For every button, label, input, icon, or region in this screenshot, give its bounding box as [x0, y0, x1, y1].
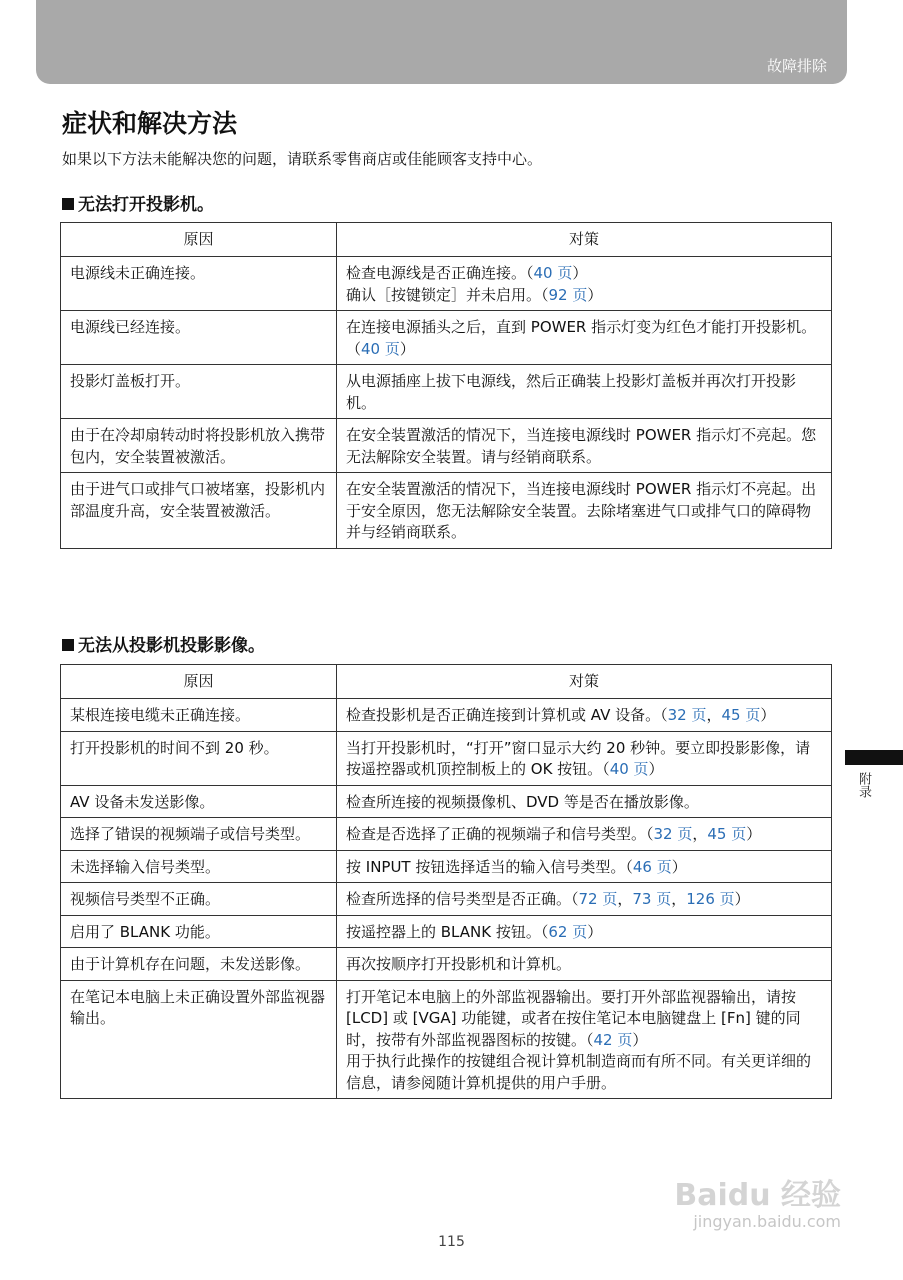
- cause-cell: 在笔记本电脑上未正确设置外部监视器输出。: [61, 980, 337, 1099]
- cause-cell: 未选择输入信号类型。: [61, 850, 337, 883]
- remedy-line: [346, 738, 823, 781]
- table-row: [61, 915, 832, 948]
- remedy-line: [346, 889, 823, 911]
- table-header-row: [61, 223, 832, 257]
- cause-cell: 投影灯盖板打开。: [61, 365, 337, 419]
- remedy-line: [346, 1051, 823, 1094]
- remedy-text: 在安全装置激活的情况下，当连接电源线时 POWER 指示灯不亮起。您无法解除安全装置。请与经销商联系。: [346, 426, 817, 466]
- page-reference-link[interactable]: 45 页: [707, 825, 747, 843]
- square-bullet-icon: [62, 639, 74, 651]
- remedy-text: 确认［按键锁定］并未启用。（: [346, 285, 549, 304]
- remedy-cell: [337, 948, 832, 981]
- remedy-text: ）: [587, 922, 603, 941]
- remedy-text: ）: [671, 857, 687, 876]
- remedy-line: [346, 263, 823, 285]
- remedy-cell: [337, 419, 832, 473]
- page-reference-link[interactable]: 73 页: [632, 890, 672, 908]
- table-row: [61, 365, 832, 419]
- remedy-text: 从电源插座上拔下电源线，然后正确装上投影灯盖板并再次打开投影机。: [346, 372, 797, 412]
- table-row: [61, 948, 832, 981]
- table-header-row: [61, 665, 832, 699]
- column-header-cause: 原因: [61, 665, 337, 699]
- cause-cell: 由于在冷却扇转动时将投影机放入携带包内，安全装置被激活。: [61, 419, 337, 473]
- remedy-line: [346, 705, 823, 727]
- page-reference-link[interactable]: 46 页: [632, 857, 672, 876]
- cause-cell: 启用了 BLANK 功能。: [61, 915, 337, 948]
- table-row: [61, 311, 832, 365]
- power-trouble-table: [60, 222, 832, 549]
- remedy-cell: [337, 850, 832, 883]
- remedy-text: ）: [734, 890, 750, 908]
- cause-cell: 视频信号类型不正确。: [61, 883, 337, 916]
- table-row: [61, 699, 832, 732]
- remedy-text: 检查所连接的视频摄像机、DVD 等是否在播放影像。: [346, 792, 699, 811]
- section-heading-text: 无法从投影机投影影像。: [78, 636, 265, 656]
- remedy-text: 按遥控器上的 BLANK 按钮。（: [346, 922, 549, 941]
- page-reference-link[interactable]: 32 页: [667, 706, 707, 724]
- column-header-remedy: 对策: [337, 223, 832, 257]
- table-row: [61, 980, 832, 1099]
- remedy-text: ）: [760, 706, 776, 724]
- table-row: [61, 883, 832, 916]
- remedy-line: [346, 792, 823, 814]
- page-reference-link[interactable]: 45 页: [721, 706, 761, 724]
- table-row: [61, 257, 832, 311]
- projection-trouble-table: [60, 664, 832, 1099]
- remedy-cell: [337, 818, 832, 851]
- table-row: [61, 818, 832, 851]
- cause-cell: 选择了错误的视频端子或信号类型。: [61, 818, 337, 851]
- cause-cell: 打开投影机的时间不到 20 秒。: [61, 731, 337, 785]
- remedy-text: ，: [706, 706, 722, 724]
- remedy-cell: [337, 883, 832, 916]
- page-reference-link[interactable]: 72 页: [578, 890, 618, 908]
- cause-cell: 由于进气口或排气口被堵塞，投影机内部温度升高，安全装置被激活。: [61, 473, 337, 549]
- page-reference-link[interactable]: 40 页: [609, 760, 649, 778]
- square-bullet-icon: [62, 198, 74, 210]
- remedy-line: [346, 954, 823, 976]
- watermark-brand: Baidu 经验: [674, 1178, 841, 1213]
- remedy-line: [346, 479, 823, 544]
- remedy-text: ）: [648, 760, 664, 778]
- cause-cell: 电源线未正确连接。: [61, 257, 337, 311]
- page-reference-link[interactable]: 32 页: [653, 825, 693, 843]
- remedy-text: ）: [746, 825, 762, 843]
- remedy-text: ，: [671, 890, 687, 908]
- cause-cell: AV 设备未发送影像。: [61, 785, 337, 818]
- remedy-cell: [337, 257, 832, 311]
- remedy-line: [346, 857, 823, 879]
- section-heading-projection: [62, 631, 265, 656]
- remedy-cell: [337, 915, 832, 948]
- page-reference-link[interactable]: 42 页: [593, 1030, 633, 1049]
- remedy-text: 在连接电源插头之后，直到 POWER 指示灯变为红色才能打开投影机。（: [346, 318, 817, 358]
- section-heading-power: [62, 190, 214, 215]
- remedy-text: ）: [572, 264, 588, 282]
- page-reference-link[interactable]: 92 页: [548, 285, 588, 304]
- remedy-text: 当打开投影机时，“打开”窗口显示大约 20 秒钟。要立即投影影像，请按遥控器或机顶控制板上的 OK 按钮。（: [346, 738, 811, 778]
- remedy-text: 用于执行此操作的按键组合视计算机制造商而有所不同。有关更详细的信息，请参阅随计算机提供的用户手册。: [346, 1052, 812, 1092]
- remedy-cell: [337, 699, 832, 732]
- table-row: [61, 785, 832, 818]
- header-bar: [36, 0, 847, 84]
- remedy-cell: [337, 365, 832, 419]
- remedy-cell: [337, 311, 832, 365]
- remedy-line: [346, 285, 823, 307]
- remedy-text: 检查投影机是否正确连接到计算机或 AV 设备。（: [346, 706, 668, 724]
- remedy-text: 按 INPUT 按钮选择适当的输入信号类型。（: [346, 857, 633, 876]
- cause-cell: 由于计算机存在问题，未发送影像。: [61, 948, 337, 981]
- page-reference-link[interactable]: 62 页: [548, 922, 588, 941]
- remedy-text: ）: [587, 285, 603, 304]
- remedy-cell: [337, 731, 832, 785]
- remedy-line: [346, 922, 823, 944]
- remedy-line: [346, 425, 823, 468]
- table-row: [61, 473, 832, 549]
- remedy-text: 检查所选择的信号类型是否正确。（: [346, 890, 579, 908]
- remedy-text: 打开笔记本电脑上的外部监视器输出。要打开外部监视器输出，请按 [LCD] 或 [VGA] 功能键，或者在按住笔记本电脑键盘上 [Fn] 键的同时，按带有外部监视器图标的按键。（: [346, 987, 801, 1049]
- table-row: [61, 731, 832, 785]
- remedy-line: [346, 987, 823, 1052]
- cause-cell: 某根连接电缆未正确连接。: [61, 699, 337, 732]
- remedy-text: ）: [399, 339, 415, 358]
- page-title: 症状和解决方法: [62, 109, 238, 138]
- remedy-text: 在安全装置激活的情况下，当连接电源线时 POWER 指示灯不亮起。出于安全原因，您无法解除安全装置。去除堵塞进气口或排气口的障碍物并与经销商联系。: [346, 480, 817, 541]
- remedy-text: ，: [692, 825, 708, 843]
- remedy-cell: [337, 980, 832, 1099]
- remedy-cell: [337, 473, 832, 549]
- page-reference-link[interactable]: 40 页: [533, 264, 573, 282]
- remedy-text: 再次按顺序打开投影机和计算机。: [346, 955, 572, 973]
- remedy-line: [346, 824, 823, 846]
- remedy-text: ，: [617, 890, 633, 908]
- appendix-tab-label: 附录: [856, 772, 871, 798]
- remedy-text: ）: [632, 1030, 648, 1049]
- cause-cell: 电源线已经连接。: [61, 311, 337, 365]
- remedy-cell: [337, 785, 832, 818]
- intro-text: 如果以下方法未能解决您的问题，请联系零售商店或佳能顾客支持中心。: [62, 150, 543, 168]
- table-row: [61, 419, 832, 473]
- column-header-cause: 原因: [61, 223, 337, 257]
- remedy-line: [346, 371, 823, 414]
- remedy-text: 检查电源线是否正确连接。（: [346, 264, 534, 282]
- page-reference-link[interactable]: 126 页: [686, 890, 735, 908]
- table-row: [61, 850, 832, 883]
- remedy-line: [346, 317, 823, 360]
- page-reference-link[interactable]: 40 页: [361, 339, 400, 358]
- watermark-url: jingyan.baidu.com: [693, 1212, 841, 1231]
- section-label: 故障排除: [766, 57, 827, 75]
- section-heading-text: 无法打开投影机。: [78, 195, 214, 215]
- appendix-tab-marker: [845, 750, 903, 765]
- column-header-remedy: 对策: [337, 665, 832, 699]
- page-number: 115: [438, 1234, 465, 1250]
- remedy-text: 检查是否选择了正确的视频端子和信号类型。（: [346, 825, 654, 843]
